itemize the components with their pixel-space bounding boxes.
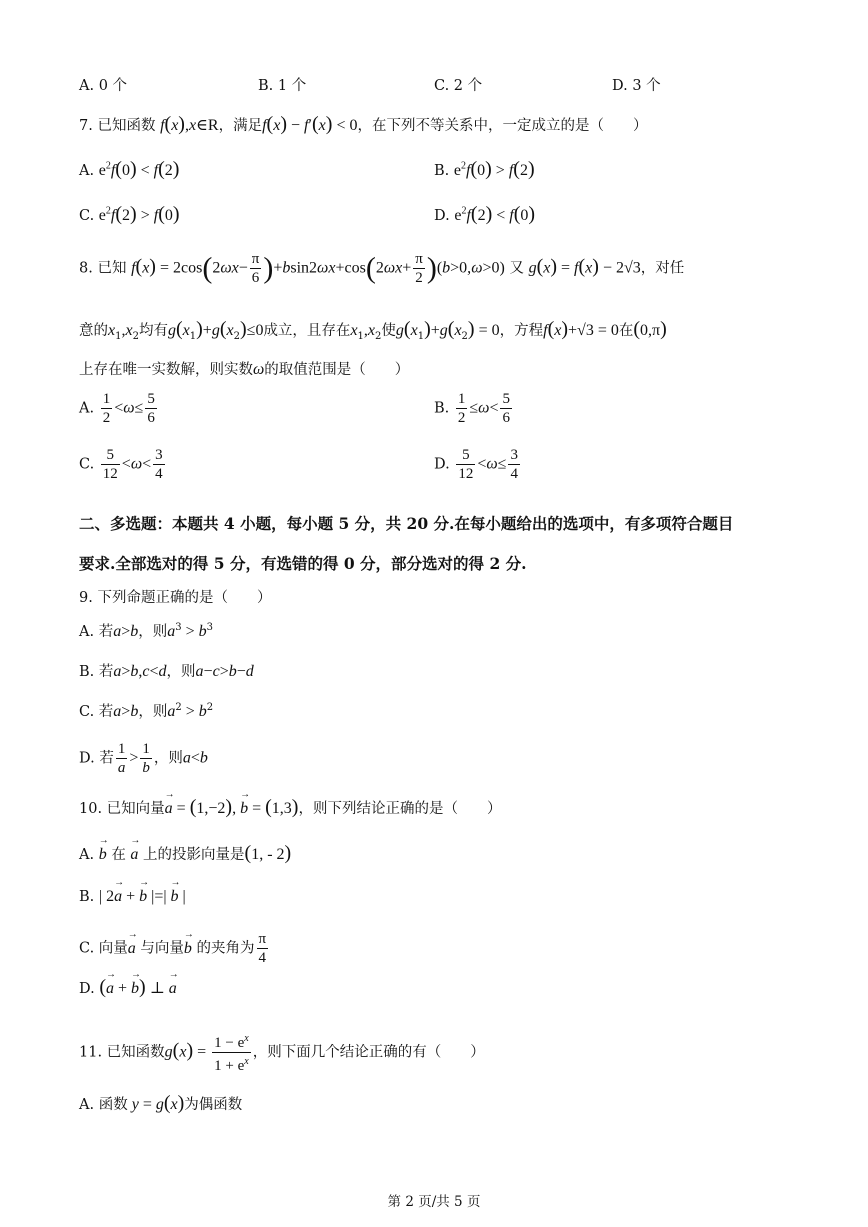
q6-option-b: B. 1 个 bbox=[258, 78, 307, 94]
q10-option-d: D. (→ a + → b) ⊥ → a bbox=[79, 976, 177, 999]
q9-option-b: B. 若a>b,c<d，则a−c>b−d bbox=[79, 663, 254, 680]
q9-stem: 9. 下列命题正确的是（ ） bbox=[79, 590, 272, 606]
q7-option-b: B. $e^2f(0) > f(2)$ bbox=[434, 158, 535, 180]
q8-option-d: D. $\frac{5}{12}$ <ω≤ $\frac{3}{4}$ bbox=[434, 447, 518, 482]
q9-option-c: C. 若a>b，则$a^2 > b^2$ bbox=[79, 702, 214, 720]
page-footer: 第 2 页/共 5 页 bbox=[387, 1194, 481, 1210]
q7-option-a: A. $e^2f(0) < f(2)$ bbox=[79, 158, 180, 180]
q8-option-b: B. $\frac{1}{2}$ ≤ω< $\frac{5}{6}$ bbox=[434, 391, 510, 426]
q7-option-c: C. $e^2f(2) > f(0)$ bbox=[79, 203, 180, 225]
q6-option-a: A. 0 个 bbox=[79, 78, 128, 94]
q7-option-d: D. $e^2f(2) < f(0)$ bbox=[434, 203, 536, 225]
q8-stem: 8. 已知 f(x) = 2cos(2ωx− $\frac{\pi}{6}$ )+bsin2ωx+cos(2ωx+ $\frac{\pi}{2}$ )(b>0,ω>0) 又 g(x) = f(x) − 2√3，对任 bbox=[79, 251, 685, 286]
q8-option-c: C. $\frac{5}{12}$ <ω< $\frac{3}{4}$ bbox=[79, 447, 163, 482]
q6-option-c: C. 2 个 bbox=[434, 78, 483, 94]
q11-stem: 11. 已知函数g(x) = $\frac{1 - e^x}{1 + e^x}$ ，则下面几个结论正确的有（ ） bbox=[79, 1030, 485, 1075]
q10-option-a: A. → b 在 → a 上的投影向量是(1, - 2) bbox=[79, 842, 291, 865]
q9-option-d: D. 若 $\frac{1}{a}$ > $\frac{1}{b}$ ，则a<b bbox=[79, 741, 208, 776]
q10-option-b: B. | 2→ a + → b |=| → b | bbox=[79, 888, 186, 906]
q10-option-c: C. 向量→ a 与向量→ b 的夹角为 $\frac{\pi}{4}$ bbox=[79, 930, 270, 967]
q11-option-a: A. 函数 y = g(x)为偶函数 bbox=[79, 1092, 243, 1114]
q8-line3: 上存在唯一实数解，则实数ω的取值范围是（ ） bbox=[79, 361, 410, 378]
q8-option-a: A. $\frac{1}{2}$ <ω≤ $\frac{5}{6}$ bbox=[79, 391, 155, 426]
q6-option-d: D. 3 个 bbox=[612, 78, 661, 94]
q8-line2: 意的$x_1,x_2$均有$g(x_1)+g(x_2)\le 0$成立，且存在$x_1,x_2$使$g(x_1)+g(x_2) = 0$，方程f(x)+√3 = 0在(0,π) bbox=[79, 318, 667, 342]
q7-stem: 7. 已知函数 f(x),x∈R，满足f(x) − f′(x) < 0，在下列不等关系中，一定成立的是（ ） bbox=[79, 113, 648, 135]
section2-heading-line2: 要求.全部选对的得 5 分，有选错的得 0 分，部分选对的得 2 分. bbox=[79, 554, 527, 573]
q10-stem: 10. 已知向量→ a = (1,−2), → b = (1,3)，则下列结论正确的是（ ） bbox=[79, 796, 501, 819]
q9-option-a: A. 若a>b，则$a^3 > b^3$ bbox=[79, 622, 214, 640]
section2-heading-line1: 二、多选题：本题共 4 小题，每小题 5 分，共 20 分.在每小题给出的选项中，有多项符合题目 bbox=[79, 514, 734, 533]
